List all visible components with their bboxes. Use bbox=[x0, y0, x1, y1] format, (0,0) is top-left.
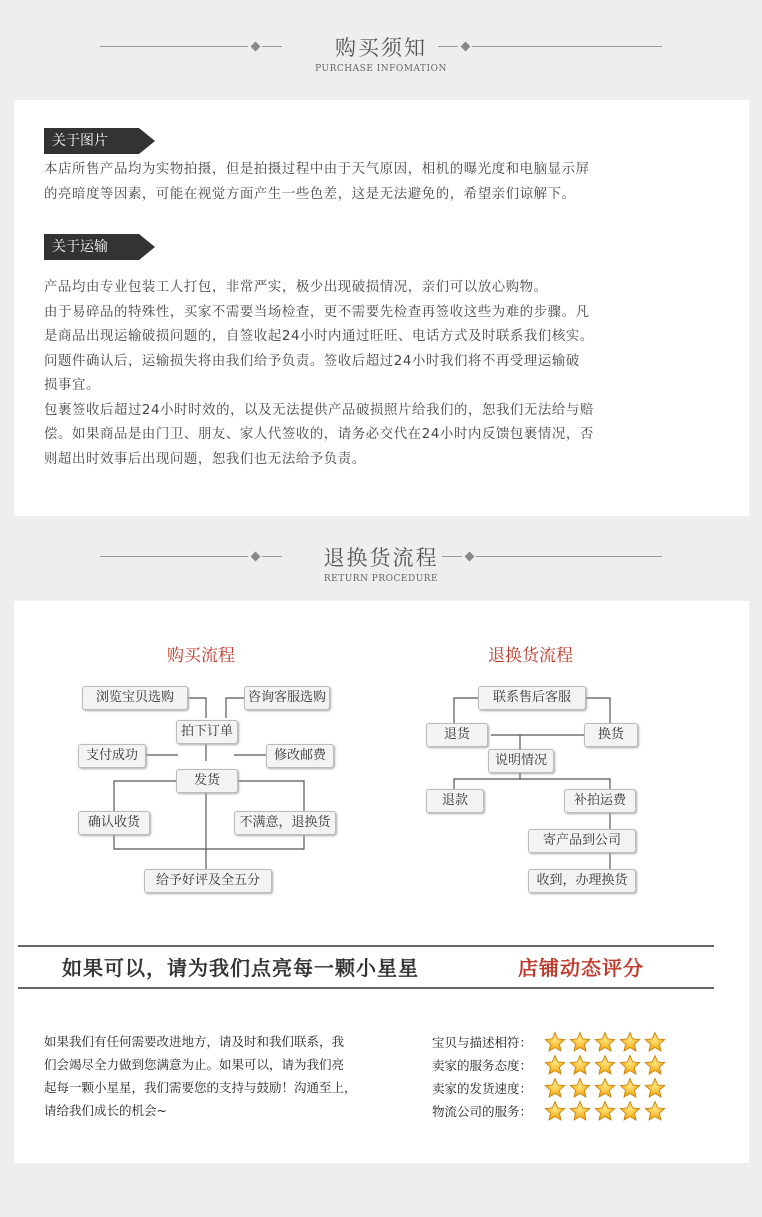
flowchart-connectors bbox=[14, 601, 749, 941]
header-line-right-short bbox=[438, 46, 458, 47]
star-icon bbox=[594, 1100, 616, 1122]
star-icon bbox=[619, 1077, 641, 1099]
text-line: 产品均由专业包装工人打包，非常严实，极少出现破损情况，亲们可以放心购物。 bbox=[44, 280, 548, 295]
flow-step-browse: 浏览宝贝选购 bbox=[82, 686, 188, 710]
rating-label: 宝贝与描述相符： bbox=[432, 1035, 533, 1050]
header-line-right bbox=[472, 46, 662, 47]
connector bbox=[454, 698, 478, 723]
star-icon bbox=[544, 1100, 566, 1122]
star-icon bbox=[644, 1100, 666, 1122]
flow-step-pay: 支付成功 bbox=[78, 744, 146, 768]
purchase-flow-title: 购买流程 bbox=[167, 646, 235, 666]
contact-text bbox=[44, 1030, 374, 1122]
banner-right-text: 店铺动态评分 bbox=[518, 956, 644, 980]
text-line: 偿。如果商品是由门卫、朋友、家人代签收的，请务必交代在24小时内反馈包裹情况，否 bbox=[44, 427, 594, 442]
rating-label: 卖家的发货速度： bbox=[432, 1081, 533, 1096]
flow-step-refund-goods: 退货 bbox=[426, 723, 488, 747]
connector bbox=[114, 835, 206, 849]
flow-step-explain: 说明情况 bbox=[488, 749, 554, 773]
star-icon bbox=[569, 1100, 591, 1122]
star-icon bbox=[619, 1031, 641, 1053]
star-icon bbox=[644, 1031, 666, 1053]
text-line: 的亮暗度等因素，可能在视觉方面产生一些色差，这是无法避免的，希望亲们谅解下。 bbox=[44, 186, 576, 202]
header-line-left-short bbox=[262, 46, 282, 47]
header-line-left bbox=[100, 46, 248, 47]
rating-stars bbox=[544, 1054, 669, 1076]
text-line: 包裹签收后超过24小时时效的，以及无法提供产品破损照片给我们的，恕我们无法给与赔 bbox=[44, 402, 594, 418]
rating-stars bbox=[544, 1077, 669, 1099]
rating-label: 物流公司的服务： bbox=[432, 1104, 533, 1119]
return-flow-title: 退换货流程 bbox=[488, 646, 573, 666]
star-icon bbox=[544, 1054, 566, 1076]
text-line: 是商品出现运输破损问题的，自签收起24小时内通过旺旺、电话方式及时联系我们核实。 bbox=[44, 329, 594, 344]
flow-step-contact: 联系售后客服 bbox=[478, 686, 586, 710]
connector bbox=[236, 781, 304, 811]
text-line: 本店所售产品均为实物拍摄，但是拍摄过程中由于天气原因，相机的曝光度和电脑显示屏 bbox=[44, 162, 590, 177]
connector bbox=[114, 781, 176, 811]
flow-step-refund: 退款 bbox=[426, 789, 484, 813]
header-line-left bbox=[100, 556, 248, 557]
connector bbox=[226, 698, 244, 718]
connector bbox=[186, 698, 206, 718]
about-photos-tag: 关于图片 bbox=[44, 128, 139, 154]
star-icon bbox=[594, 1031, 616, 1053]
flow-step-review: 给予好评及全五分 bbox=[144, 869, 272, 893]
section-title: 退换货流程 bbox=[323, 546, 439, 570]
section-title: 购买须知 bbox=[335, 36, 427, 60]
about-photos-text bbox=[44, 158, 724, 207]
return-procedure-header bbox=[0, 542, 762, 584]
connector bbox=[206, 835, 304, 849]
flow-step-exchange: 换货 bbox=[584, 723, 638, 747]
flow-step-ship: 发货 bbox=[176, 769, 238, 793]
header-line-right bbox=[476, 556, 662, 557]
text-line: 如果我们有任何需要改进地方，请及时和我们联系，我 bbox=[44, 1034, 345, 1049]
star-icon bbox=[619, 1100, 641, 1122]
text-line: 则超出时效事后出现问题，恕我们也无法给予负责。 bbox=[44, 451, 366, 467]
star-icon bbox=[594, 1077, 616, 1099]
about-shipping-tag: 关于运输 bbox=[44, 234, 139, 260]
connector bbox=[454, 771, 520, 789]
text-line: 由于易碎品的特殊性，买家不需要当场检查，更不需要先检查再签收这些为难的步骤。凡 bbox=[44, 304, 590, 320]
banner-left-text: 如果可以，请为我们点亮每一颗小星星 bbox=[62, 956, 419, 980]
section-subtitle: RETURN PROCEDURE bbox=[323, 574, 439, 584]
flow-step-unsatisfied: 不满意，退换货 bbox=[234, 811, 336, 835]
rating-stars bbox=[544, 1031, 669, 1053]
connector bbox=[520, 779, 610, 789]
section-subtitle: PURCHASE INFOMATION bbox=[315, 64, 447, 74]
rating-stars bbox=[544, 1100, 669, 1122]
flow-step-send-back: 寄产品到公司 bbox=[528, 829, 636, 853]
text-line: 损事宜。 bbox=[44, 378, 100, 393]
text-line: 问题件确认后，运输损失将由我们给予负责。签收后超过24小时我们将不再受理运输破 bbox=[44, 353, 580, 369]
star-icon bbox=[544, 1031, 566, 1053]
star-icon bbox=[569, 1031, 591, 1053]
star-icon bbox=[594, 1054, 616, 1076]
rating-label: 卖家的服务态度： bbox=[432, 1058, 533, 1073]
header-line-right-short bbox=[442, 556, 462, 557]
star-icon bbox=[544, 1077, 566, 1099]
purchase-notice-header bbox=[0, 32, 762, 74]
about-shipping-text bbox=[44, 276, 724, 472]
header-line-left-short bbox=[262, 556, 282, 557]
flow-step-receive: 收到，办理换货 bbox=[528, 869, 636, 893]
flow-step-confirm: 确认收货 bbox=[78, 811, 150, 835]
star-icon bbox=[644, 1077, 666, 1099]
flow-step-consult: 咨询客服选购 bbox=[244, 686, 330, 710]
star-icon bbox=[619, 1054, 641, 1076]
flow-step-order: 拍下订单 bbox=[176, 720, 238, 744]
flow-step-pay-shipping: 补拍运费 bbox=[564, 789, 636, 813]
flow-step-modify: 修改邮费 bbox=[266, 744, 334, 768]
rating-banner bbox=[18, 945, 714, 989]
star-icon bbox=[644, 1054, 666, 1076]
connector bbox=[584, 698, 610, 723]
text-line: 们会竭尽全力做到您满意为止。如果可以，请为我们亮 bbox=[44, 1057, 345, 1072]
text-line: 起每一颗小星星，我们需要您的支持与鼓励！沟通至上， bbox=[44, 1080, 357, 1095]
star-icon bbox=[569, 1077, 591, 1099]
text-line: 请给我们成长的机会~ bbox=[44, 1103, 167, 1118]
purchase-notice-panel bbox=[14, 100, 749, 516]
star-icon bbox=[569, 1054, 591, 1076]
